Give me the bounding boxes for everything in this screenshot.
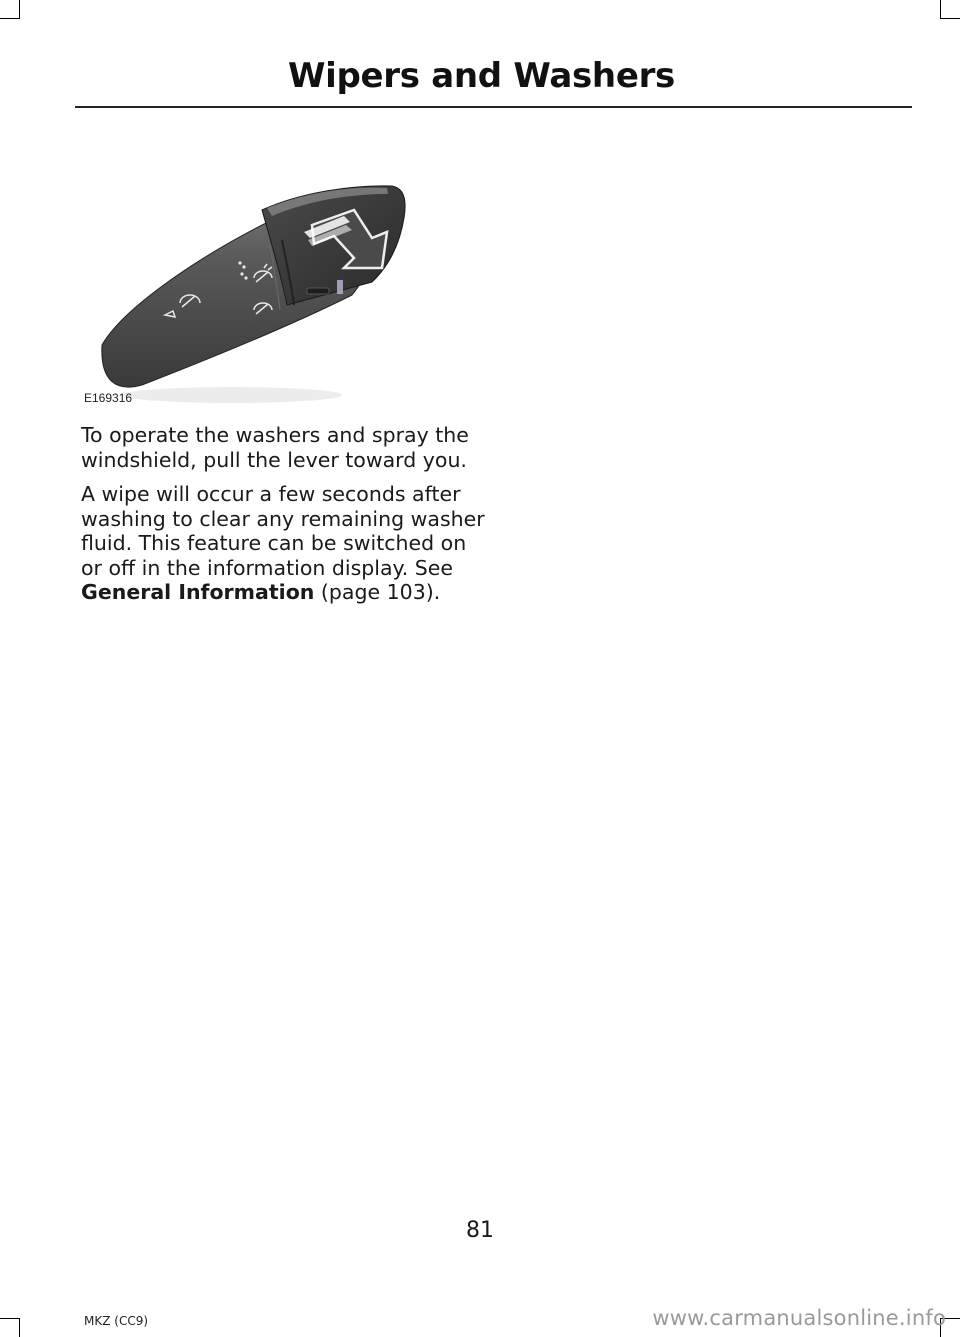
page-title: Wipers and Washers — [287, 56, 675, 96]
figure-id: E169316 — [84, 391, 133, 405]
page-reference: (page 103). — [314, 580, 441, 604]
page-number: 81 — [466, 1218, 494, 1243]
footer-model: MKZ (CC9) — [84, 1314, 149, 1328]
header-rule — [75, 106, 912, 108]
crop-mark — [0, 1318, 20, 1319]
paragraph-washer-operation: To operate the washers and spray the windshield, pull the lever toward you. — [81, 423, 469, 472]
crop-mark — [940, 18, 960, 19]
crop-mark — [0, 18, 20, 19]
crop-mark — [19, 1318, 20, 1337]
watermark: www.carmanualsonline.info — [652, 1306, 946, 1330]
paragraph-wipe-after-wash — [81, 482, 486, 605]
crop-mark — [940, 0, 941, 19]
wiper-lever-illustration — [82, 170, 482, 410]
crop-mark — [19, 0, 20, 19]
xref-general-information[interactable]: General Information — [81, 580, 315, 604]
wiper-lever-figure — [82, 170, 482, 410]
paragraph-text: A wipe will occur a few seconds after washing to clear any remaining washer fluid. This feature can be switched on or off in the information display. See — [81, 482, 485, 580]
